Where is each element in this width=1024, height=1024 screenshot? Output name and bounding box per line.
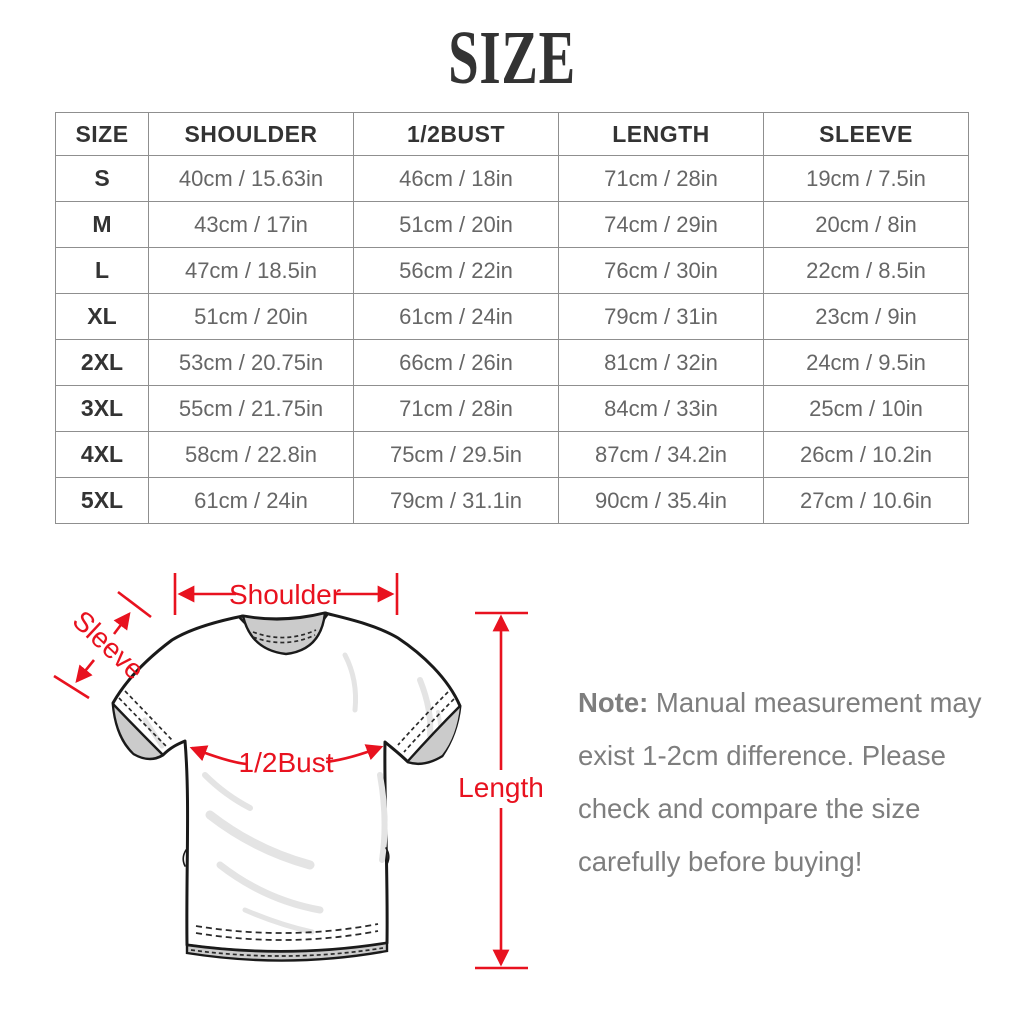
- cell-length: 76cm / 30in: [559, 248, 764, 294]
- cell-shoulder: 61cm / 24in: [149, 478, 354, 524]
- cell-length: 90cm / 35.4in: [559, 478, 764, 524]
- length-annotation: [458, 613, 544, 968]
- bust-label: 1/2Bust: [238, 747, 334, 778]
- cell-bust: 71cm / 28in: [354, 386, 559, 432]
- tshirt-measurement-diagram: [50, 560, 560, 1024]
- length-label: Length: [458, 772, 544, 803]
- cell-shoulder: 55cm / 21.75in: [149, 386, 354, 432]
- shoulder-annotation: [175, 573, 397, 615]
- cell-sleeve: 25cm / 10in: [764, 386, 969, 432]
- cell-bust: 79cm / 31.1in: [354, 478, 559, 524]
- cell-sleeve: 19cm / 7.5in: [764, 156, 969, 202]
- cell-size: S: [56, 156, 149, 202]
- cell-bust: 66cm / 26in: [354, 340, 559, 386]
- table-row: [56, 340, 969, 386]
- table-row: [56, 478, 969, 524]
- col-header-shoulder: SHOULDER: [149, 113, 354, 156]
- cell-sleeve: 20cm / 8in: [764, 202, 969, 248]
- table-row: [56, 386, 969, 432]
- cell-length: 87cm / 34.2in: [559, 432, 764, 478]
- cell-size: XL: [56, 294, 149, 340]
- note-label: Note:: [578, 687, 649, 718]
- size-chart-table: [55, 112, 969, 524]
- cell-shoulder: 51cm / 20in: [149, 294, 354, 340]
- cell-length: 84cm / 33in: [559, 386, 764, 432]
- cell-shoulder: 53cm / 20.75in: [149, 340, 354, 386]
- cell-bust: 56cm / 22in: [354, 248, 559, 294]
- cell-shoulder: 43cm / 17in: [149, 202, 354, 248]
- cell-size: 5XL: [56, 478, 149, 524]
- measurement-note: [578, 676, 982, 888]
- note-line: check and compare the size: [578, 793, 921, 824]
- cell-length: 81cm / 32in: [559, 340, 764, 386]
- sleeve-label: Sleeve: [66, 604, 151, 686]
- table-header-row: [56, 113, 969, 156]
- col-header-bust: 1/2BUST: [354, 113, 559, 156]
- table-row: [56, 432, 969, 478]
- cell-bust: 46cm / 18in: [354, 156, 559, 202]
- tshirt-illustration: [113, 613, 460, 961]
- cell-shoulder: 47cm / 18.5in: [149, 248, 354, 294]
- cell-size: M: [56, 202, 149, 248]
- cell-bust: 61cm / 24in: [354, 294, 559, 340]
- cell-shoulder: 58cm / 22.8in: [149, 432, 354, 478]
- cell-length: 74cm / 29in: [559, 202, 764, 248]
- cell-sleeve: 26cm / 10.2in: [764, 432, 969, 478]
- col-header-sleeve: SLEEVE: [764, 113, 969, 156]
- cell-size: 2XL: [56, 340, 149, 386]
- shoulder-label: Shoulder: [228, 579, 342, 610]
- cell-size: L: [56, 248, 149, 294]
- cell-shoulder: 40cm / 15.63in: [149, 156, 354, 202]
- note-line: Note: Manual measurement may: [578, 687, 982, 718]
- table-row: [56, 156, 969, 202]
- table-row: [56, 248, 969, 294]
- cell-sleeve: 22cm / 8.5in: [764, 248, 969, 294]
- cell-length: 79cm / 31in: [559, 294, 764, 340]
- col-header-length: LENGTH: [559, 113, 764, 156]
- note-line: carefully before buying!: [578, 846, 863, 877]
- cell-bust: 51cm / 20in: [354, 202, 559, 248]
- note-line: exist 1-2cm difference. Please: [578, 740, 946, 771]
- cell-bust: 75cm / 29.5in: [354, 432, 559, 478]
- cell-size: 4XL: [56, 432, 149, 478]
- table-row: [56, 294, 969, 340]
- cell-sleeve: 24cm / 9.5in: [764, 340, 969, 386]
- cell-size: 3XL: [56, 386, 149, 432]
- col-header-size: SIZE: [56, 113, 149, 156]
- cell-sleeve: 23cm / 9in: [764, 294, 969, 340]
- table-row: [56, 202, 969, 248]
- cell-sleeve: 27cm / 10.6in: [764, 478, 969, 524]
- cell-length: 71cm / 28in: [559, 156, 764, 202]
- page-title: SIZE: [448, 16, 576, 100]
